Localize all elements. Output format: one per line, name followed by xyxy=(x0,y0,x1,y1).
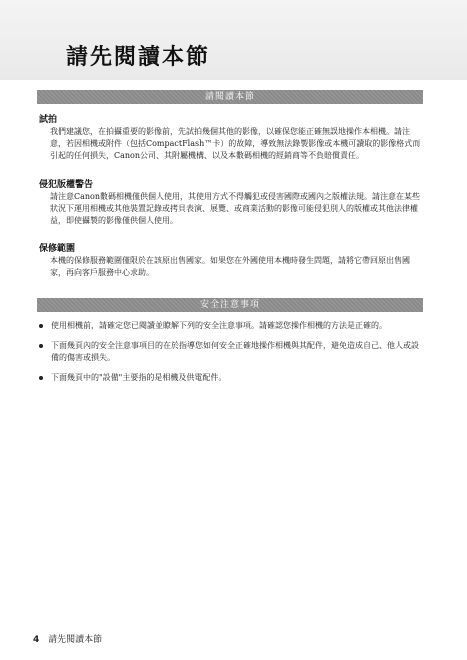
page-footer xyxy=(33,632,102,645)
heading-warranty: 保修範圍 xyxy=(39,244,76,254)
section-bar-safety: 安全注意事項 xyxy=(37,298,423,312)
heading-test-shots: 試拍 xyxy=(39,115,58,125)
heading-copyright-warning: 侵犯版權警告 xyxy=(39,180,94,190)
list-item xyxy=(39,340,423,364)
chapter-banner xyxy=(0,0,467,80)
footer-section-title: 請先閱讀本節 xyxy=(48,635,103,645)
paragraph-copyright-warning: 請注意Canon數碼相機僅供個人使用，其使用方式不得觸犯或侵害國際或國內之版權法規。請注意在某些狀況下運用相機或其他裝置記錄或拷貝表演、展覽、或商業活動的影像可能侵犯別人的版權或其他法律權益，即使攝製的影像僅供個人使用。 xyxy=(50,192,421,225)
paragraph-test-shots: 我們建議您，在拍攝重要的影像前，先試拍幾個其他的影像，以確保您能正確無誤地操作本相機。請注意，若因相機或附件（包括CompactFlash™卡）的故障，導致無法錄製影像或本機可讀取的影像格式而引起的任何損失，Canon公司、其附屬機構、以及本數碼相機的經銷商等不負賠償責任。 xyxy=(50,127,421,160)
bullet-text: 下面幾頁內的安全注意事項目的在於指導您如何安全正確地操作相機與其配件，避免造成自己、他人或設備的傷害或損失。 xyxy=(51,341,419,362)
bullet-dot-icon xyxy=(39,324,43,328)
page-number: 4 xyxy=(33,635,40,645)
section-bar-read-first: 請閱讀本節 xyxy=(37,90,423,104)
bullet-text: 使用相機前，請確定您已閱讀並瞭解下列的安全注意事項。請確認您操作相機的方法是正確的。 xyxy=(51,321,387,330)
bullet-dot-icon xyxy=(39,344,43,348)
list-item xyxy=(39,372,423,384)
bullet-text: 下面幾頁中的"設備"主要指的是相機及供電配件。 xyxy=(51,373,227,382)
safety-bullet-list xyxy=(39,320,423,392)
list-item xyxy=(39,320,423,332)
paragraph-warranty: 本機的保修服務範圍僅限於在該原出售國家。如果您在外國使用本機時發生問題，請將它帶回原出售國家，再向客戶服務中心求助。 xyxy=(50,256,410,277)
bullet-dot-icon xyxy=(39,376,43,380)
chapter-title: 請先閱讀本節 xyxy=(66,45,211,70)
